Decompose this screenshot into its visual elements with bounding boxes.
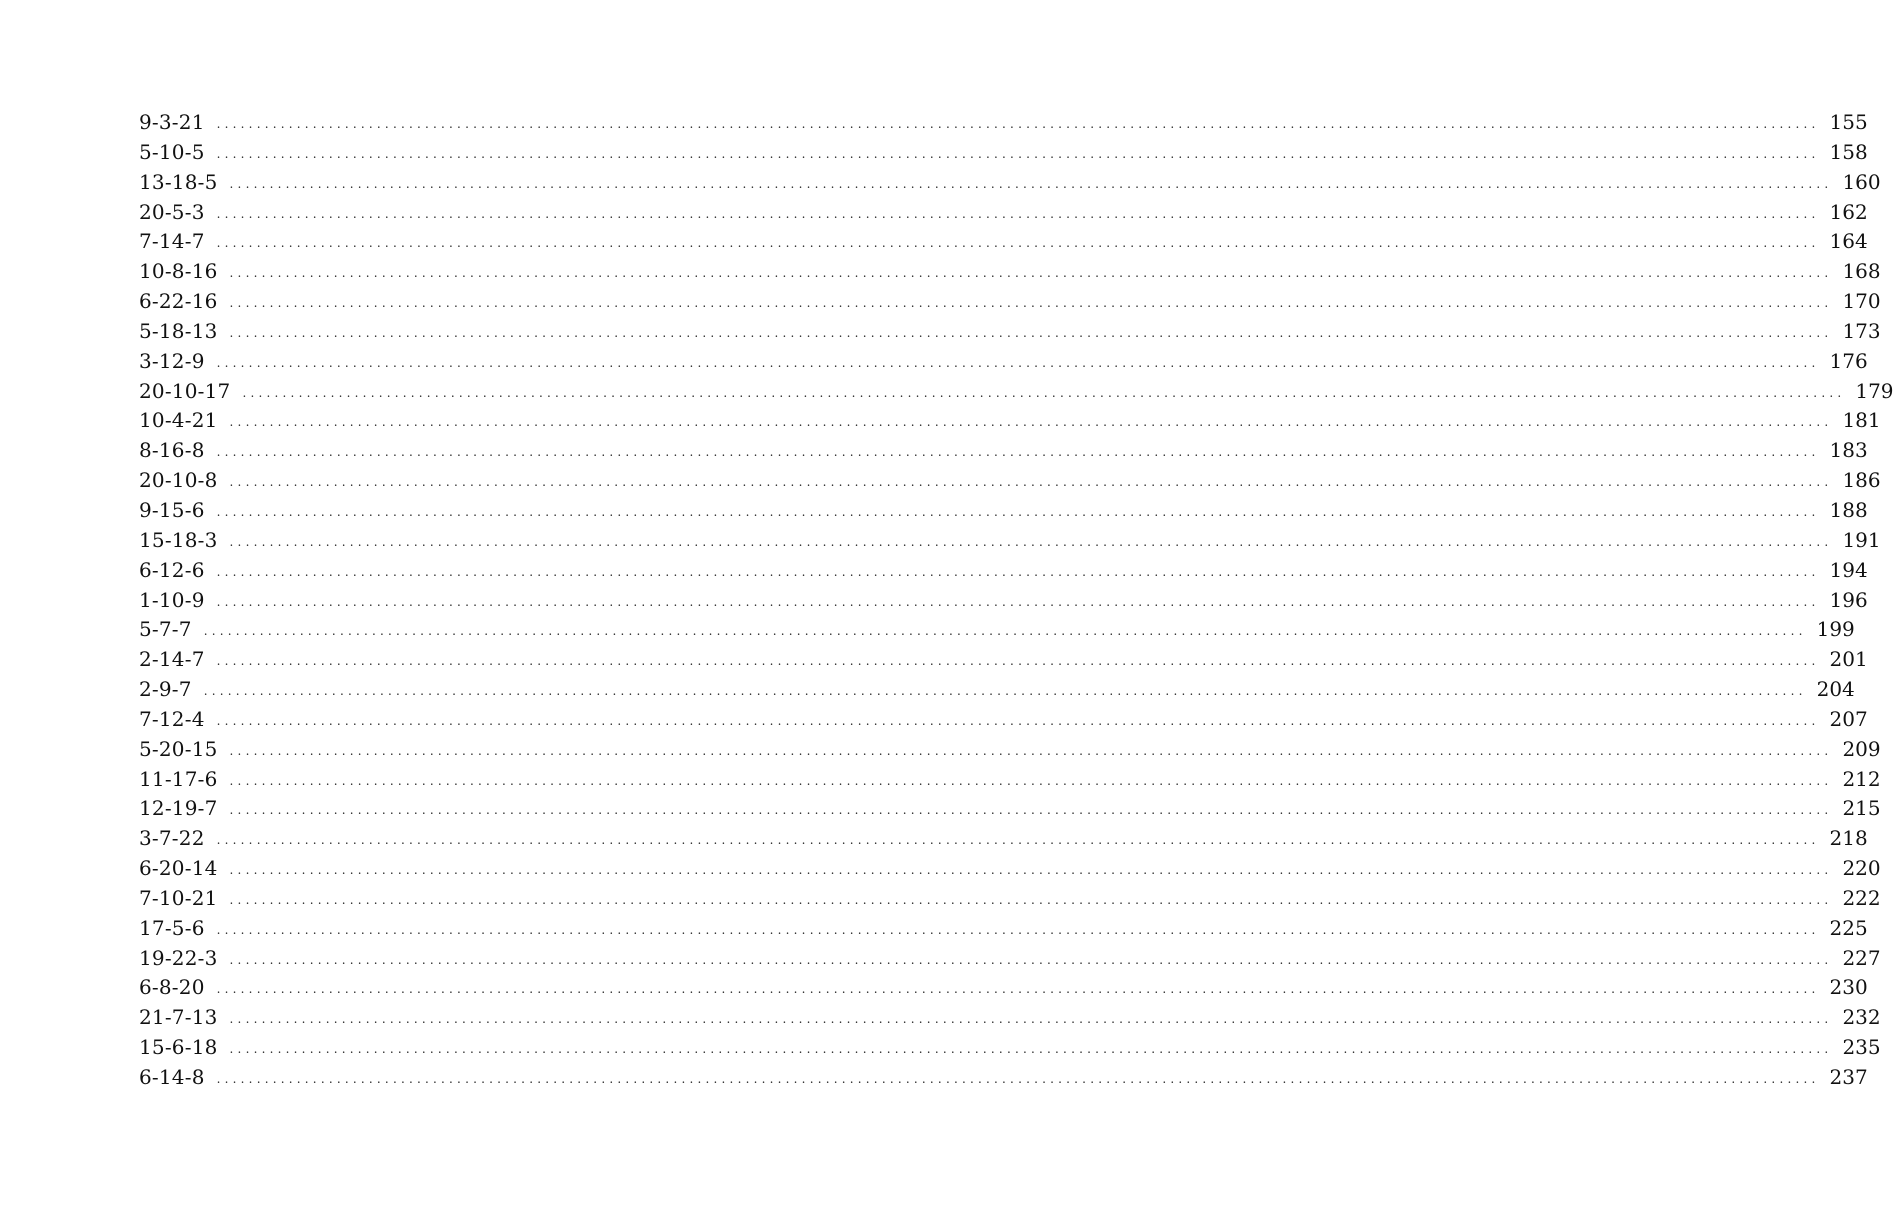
- toc-entry-title: 20-10-17: [139, 378, 231, 403]
- dot-leader: ........................................................................................................................................................................................................: [216, 445, 1820, 460]
- toc-entry-page-number: 209: [1842, 736, 1881, 761]
- toc-entry: [139, 317, 1881, 347]
- dot-leader: ........................................................................................................................................................................................................: [229, 803, 1833, 818]
- toc-entry-page-number: 173: [1842, 318, 1881, 343]
- toc-entry-title: 8-16-8: [139, 438, 205, 463]
- toc-entry-page-number: 204: [1816, 677, 1855, 702]
- toc-entry-title: 3-12-9: [139, 348, 205, 373]
- toc-entry: [139, 287, 1881, 317]
- toc-entry: [139, 198, 1868, 228]
- toc-entry-title: 5-7-7: [139, 617, 192, 642]
- toc-entry: [139, 944, 1881, 974]
- dot-leader: ........................................................................................................................................................................................................: [216, 594, 1820, 609]
- toc-entry-page-number: 170: [1842, 289, 1881, 314]
- toc-entry-page-number: 207: [1829, 706, 1868, 731]
- toc-entry-page-number: 232: [1842, 1005, 1881, 1030]
- dot-leader: ........................................................................................................................................................................................................: [216, 355, 1820, 370]
- dot-leader: ........................................................................................................................................................................................................: [229, 296, 1833, 311]
- toc-entry: [139, 914, 1868, 944]
- dot-leader: ........................................................................................................................................................................................................: [229, 773, 1833, 788]
- toc-entry: [139, 854, 1881, 884]
- toc-entry-title: 7-10-21: [139, 885, 218, 910]
- dot-leader: ........................................................................................................................................................................................................: [229, 1012, 1833, 1027]
- toc-entry: [139, 227, 1868, 257]
- dot-leader: ........................................................................................................................................................................................................: [203, 684, 1807, 699]
- toc-entry-title: 10-4-21: [139, 408, 218, 433]
- toc-entry-title: 5-18-13: [139, 318, 218, 343]
- toc-entry-page-number: 164: [1829, 229, 1868, 254]
- toc-entry-title: 6-8-20: [139, 975, 205, 1000]
- toc-entry-title: 9-15-6: [139, 497, 205, 522]
- dot-leader: ........................................................................................................................................................................................................: [229, 325, 1833, 340]
- toc-entry-title: 13-18-5: [139, 169, 218, 194]
- toc-entry: [139, 556, 1868, 586]
- toc-entry-title: 11-17-6: [139, 766, 218, 791]
- toc-entry-title: 6-12-6: [139, 557, 205, 582]
- toc-entry-title: 15-18-3: [139, 527, 218, 552]
- toc-entry-title: 20-10-8: [139, 468, 218, 493]
- dot-leader: ........................................................................................................................................................................................................: [229, 892, 1833, 907]
- toc-entry-page-number: 158: [1829, 139, 1868, 164]
- dot-leader: ........................................................................................................................................................................................................: [216, 654, 1820, 669]
- dot-leader: ........................................................................................................................................................................................................: [216, 564, 1820, 579]
- dot-leader: ........................................................................................................................................................................................................: [216, 117, 1820, 131]
- toc-entry: [139, 973, 1868, 1003]
- table-of-contents: [139, 108, 1894, 1093]
- toc-entry: [139, 1003, 1881, 1033]
- toc-entry: [139, 586, 1868, 616]
- toc-entry-title: 19-22-3: [139, 945, 218, 970]
- toc-entry: [139, 645, 1868, 675]
- toc-entry-page-number: 222: [1842, 885, 1881, 910]
- toc-entry: [139, 466, 1881, 496]
- dot-leader: ........................................................................................................................................................................................................: [216, 713, 1820, 728]
- dot-leader: ........................................................................................................................................................................................................: [216, 922, 1820, 937]
- dot-leader: ........................................................................................................................................................................................................: [229, 863, 1833, 878]
- toc-entry-page-number: 188: [1829, 497, 1868, 522]
- toc-entry-page-number: 196: [1829, 587, 1868, 612]
- toc-entry: [139, 735, 1881, 765]
- toc-entry-page-number: 230: [1829, 975, 1868, 1000]
- dot-leader: ........................................................................................................................................................................................................: [229, 176, 1833, 191]
- dot-leader: ........................................................................................................................................................................................................: [216, 146, 1820, 161]
- toc-entry-page-number: 179: [1855, 378, 1894, 403]
- dot-leader: ........................................................................................................................................................................................................: [229, 415, 1833, 430]
- toc-entry-page-number: 168: [1842, 259, 1881, 284]
- toc-entry-title: 3-7-22: [139, 826, 205, 851]
- toc-entry-title: 20-5-3: [139, 199, 205, 224]
- dot-leader: ........................................................................................................................................................................................................: [229, 952, 1833, 967]
- toc-entry: [139, 675, 1855, 705]
- toc-entry: [139, 615, 1855, 645]
- toc-entry: [139, 824, 1868, 854]
- dot-leader: ........................................................................................................................................................................................................: [229, 534, 1833, 549]
- toc-entry: [139, 436, 1868, 466]
- toc-entry-page-number: 176: [1829, 348, 1868, 373]
- dot-leader: ........................................................................................................................................................................................................: [216, 206, 1820, 221]
- toc-entry: [139, 377, 1894, 407]
- toc-entry: [139, 1033, 1881, 1063]
- toc-entry-page-number: 162: [1829, 199, 1868, 224]
- toc-entry: [139, 705, 1868, 735]
- dot-leader: ........................................................................................................................................................................................................: [229, 1042, 1833, 1057]
- toc-entry-page-number: 191: [1842, 527, 1881, 552]
- toc-entry: [139, 347, 1868, 377]
- dot-leader: ........................................................................................................................................................................................................: [242, 385, 1846, 400]
- toc-entry: [139, 765, 1881, 795]
- dot-leader: ........................................................................................................................................................................................................: [216, 833, 1820, 848]
- toc-entry-title: 6-20-14: [139, 856, 218, 881]
- toc-entry: [139, 138, 1868, 168]
- toc-entry: [139, 496, 1868, 526]
- toc-entry-title: 5-10-5: [139, 139, 205, 164]
- dot-leader: ........................................................................................................................................................................................................: [203, 624, 1807, 639]
- toc-entry-page-number: 225: [1829, 915, 1868, 940]
- toc-entry-title: 6-14-8: [139, 1065, 205, 1089]
- toc-entry-title: 1-10-9: [139, 587, 205, 612]
- toc-entry-page-number: 201: [1829, 647, 1868, 672]
- toc-entry-page-number: 181: [1842, 408, 1881, 433]
- toc-entry-page-number: 235: [1842, 1035, 1881, 1060]
- toc-entry-page-number: 199: [1816, 617, 1855, 642]
- toc-entry: [139, 526, 1881, 556]
- toc-entry-page-number: 215: [1842, 796, 1881, 821]
- toc-entry-title: 7-12-4: [139, 706, 205, 731]
- toc-entry-title: 10-8-16: [139, 259, 218, 284]
- toc-entry: [139, 406, 1881, 436]
- toc-entry-page-number: 155: [1829, 110, 1868, 134]
- toc-entry-page-number: 183: [1829, 438, 1868, 463]
- toc-entry-page-number: 237: [1829, 1065, 1868, 1089]
- toc-entry-page-number: 220: [1842, 856, 1881, 881]
- toc-entry-page-number: 212: [1842, 766, 1881, 791]
- toc-entry: [139, 794, 1881, 824]
- dot-leader: ........................................................................................................................................................................................................: [229, 743, 1833, 758]
- toc-entry-title: 21-7-13: [139, 1005, 218, 1030]
- toc-entry-title: 17-5-6: [139, 915, 205, 940]
- toc-entry-page-number: 194: [1829, 557, 1868, 582]
- toc-entry-page-number: 186: [1842, 468, 1881, 493]
- toc-entry: [139, 108, 1868, 138]
- toc-entry-page-number: 160: [1842, 169, 1881, 194]
- toc-entry-page-number: 218: [1829, 826, 1868, 851]
- toc-entry-title: 2-9-7: [139, 677, 192, 702]
- dot-leader: ........................................................................................................................................................................................................: [216, 982, 1820, 997]
- toc-entry-title: 2-14-7: [139, 647, 205, 672]
- dot-leader: ........................................................................................................................................................................................................: [216, 1072, 1820, 1086]
- toc-entry-title: 12-19-7: [139, 796, 218, 821]
- toc-entry: [139, 1063, 1868, 1093]
- toc-entry-title: 6-22-16: [139, 289, 218, 314]
- toc-entry: [139, 257, 1881, 287]
- dot-leader: ........................................................................................................................................................................................................: [229, 475, 1833, 490]
- dot-leader: ........................................................................................................................................................................................................: [229, 266, 1833, 281]
- toc-entry: [139, 168, 1881, 198]
- toc-entry-title: 15-6-18: [139, 1035, 218, 1060]
- toc-entry-title: 7-14-7: [139, 229, 205, 254]
- toc-entry-title: 5-20-15: [139, 736, 218, 761]
- toc-entry-title: 9-3-21: [139, 110, 205, 134]
- toc-entry-page-number: 227: [1842, 945, 1881, 970]
- dot-leader: ........................................................................................................................................................................................................: [216, 236, 1820, 251]
- toc-entry: [139, 884, 1881, 914]
- dot-leader: ........................................................................................................................................................................................................: [216, 504, 1820, 519]
